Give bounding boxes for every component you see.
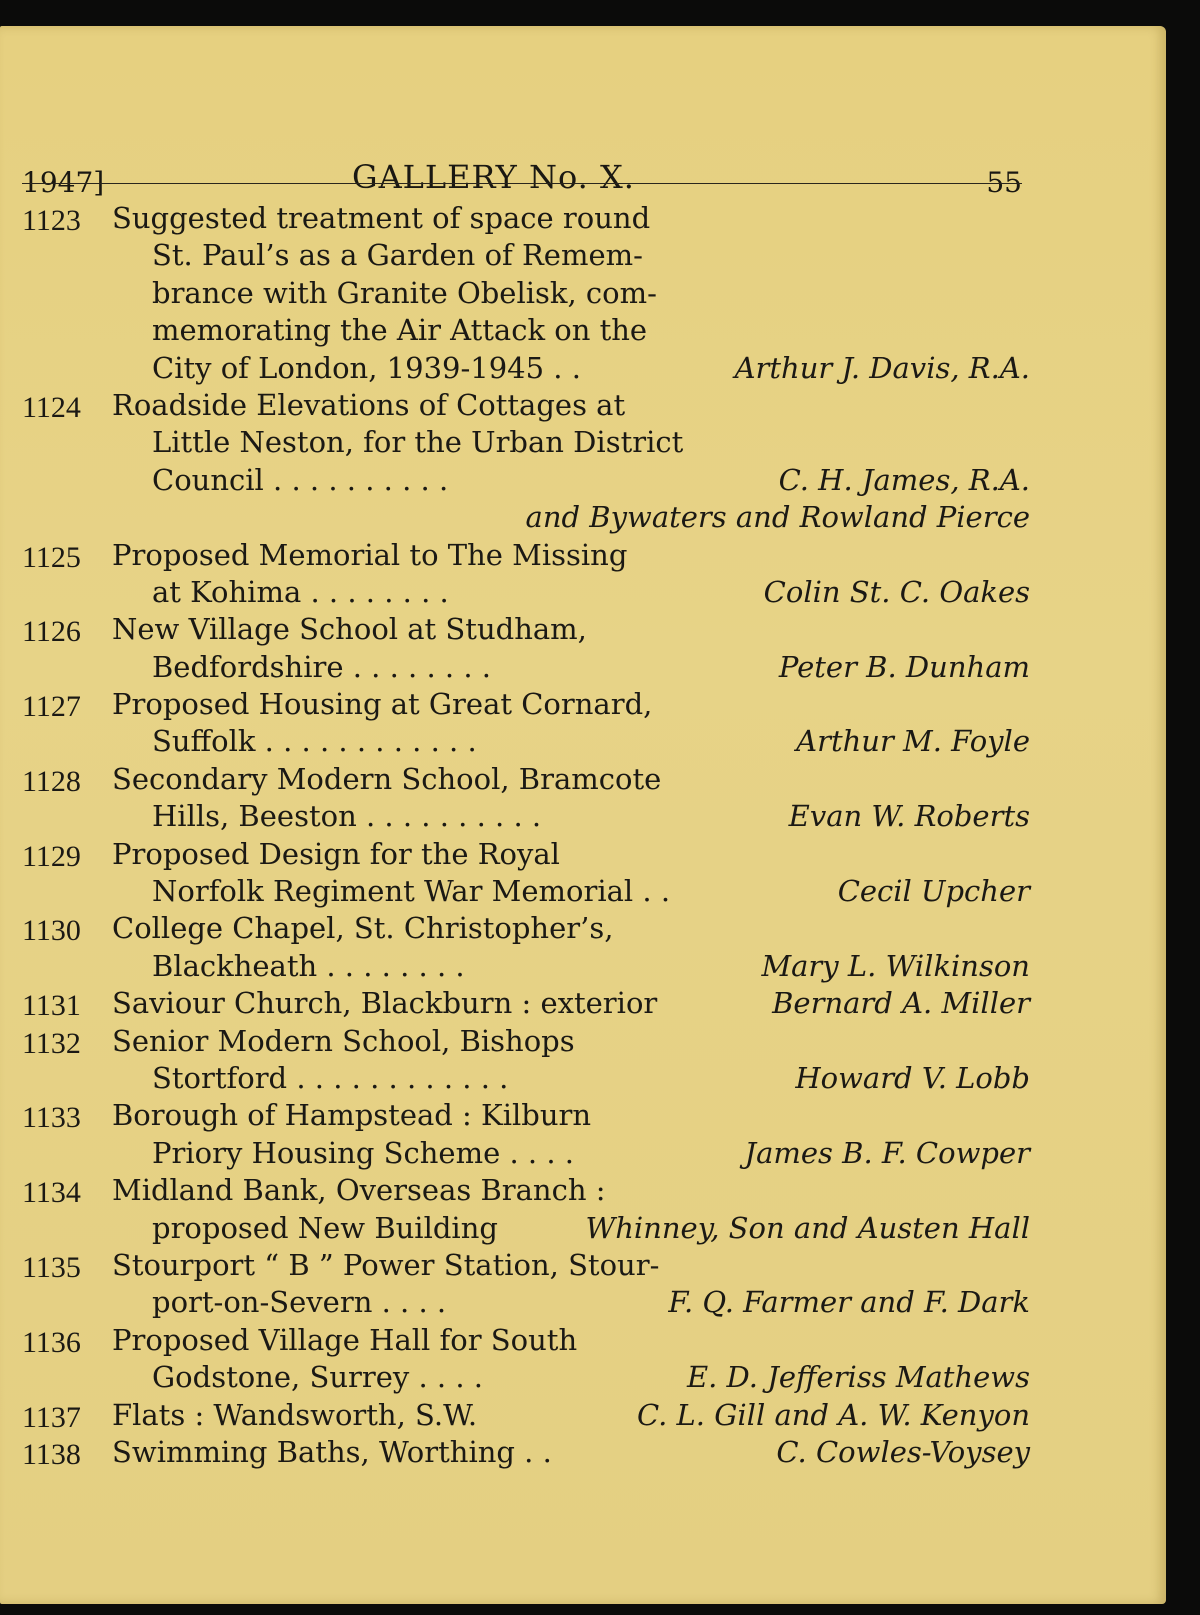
entry-title-line: Saviour Church, Blackburn : exterior (112, 986, 658, 1021)
entry-title-line: Suggested treatment of space round (112, 201, 651, 235)
entry-title-line: Norfolk Regiment War Memorial . . (152, 874, 671, 909)
entry-title-line: Proposed Memorial to The Missing (112, 537, 628, 572)
entry-title-line: Flats : Wandsworth, S.W. (112, 1397, 478, 1432)
catalogue-entry (22, 1434, 1030, 1471)
entry-title-line: Roadside Elevations of Cottages at (112, 387, 626, 422)
entry-number: 1130 (22, 914, 81, 948)
entry-title-line: Borough of Hampstead : Kilburn (112, 1098, 592, 1133)
catalogue-entry (22, 686, 1030, 761)
entry-title-line: Godstone, Surrey . . . . (152, 1360, 484, 1395)
entry-artist: Bernard A. Miller (772, 986, 1030, 1021)
entry-title-line: brance with Granite Obelisk, com- (152, 275, 657, 310)
entry-number: 1136 (22, 1325, 81, 1359)
entry-line (22, 350, 1030, 387)
entry-line (22, 948, 1030, 985)
entry-number: 1129 (22, 839, 81, 873)
entry-title-line: Proposed Housing at Great Cornard, (112, 687, 653, 722)
entry-title-line: City of London, 1939-1945 . . (152, 350, 581, 385)
entry-artist: F. Q. Farmer and F. Dark (668, 1285, 1030, 1320)
entry-artist: Cecil Upcher (837, 874, 1030, 909)
entry-line (22, 275, 1030, 312)
entry-artist-extra: and Bywaters and Rowland Pierce (525, 500, 1030, 535)
header-rule (22, 183, 1022, 184)
entry-line (22, 237, 1030, 274)
entry-line (22, 1284, 1030, 1321)
entry-line (22, 537, 1030, 574)
entry-line (22, 1060, 1030, 1097)
entry-line (22, 312, 1030, 349)
entry-line (22, 1135, 1030, 1172)
entry-line (22, 1023, 1030, 1060)
entry-title-line: Suffolk . . . . . . . . . . . . (152, 724, 477, 759)
entry-line (22, 798, 1030, 835)
catalogue-entry (22, 611, 1030, 686)
entry-line (22, 424, 1030, 461)
entry-line (22, 1434, 1030, 1471)
entry-line (22, 200, 1030, 237)
entry-number: 1135 (22, 1250, 81, 1284)
entry-artist: E. D. Jefferiss Mathews (686, 1360, 1030, 1395)
entry-artist: Colin St. C. Oakes (763, 574, 1030, 609)
entry-line (22, 1097, 1030, 1134)
catalogue-entry (22, 910, 1030, 985)
entry-artist: James B. F. Cowper (744, 1135, 1030, 1170)
page-number: 55 (986, 166, 1022, 199)
entry-title-line: Midland Bank, Overseas Branch : (112, 1173, 606, 1208)
entry-line (22, 761, 1030, 798)
entry-line (22, 1322, 1030, 1359)
entry-title-line: Priory Housing Scheme . . . . (152, 1135, 574, 1170)
entry-title-line: Council . . . . . . . . . . (152, 462, 449, 497)
catalogue-entry (22, 985, 1030, 1022)
catalogue-entry (22, 537, 1030, 612)
entry-title-line: Little Neston, for the Urban District (152, 425, 684, 460)
entry-artist: C. H. James, R.A. (778, 462, 1030, 497)
entry-line (22, 649, 1030, 686)
entry-title-line: Secondary Modern School, Bramcote (112, 761, 662, 796)
entry-title-line: Proposed Design for the Royal (112, 836, 560, 871)
entry-artist: C. L. Gill and A. W. Kenyon (636, 1397, 1030, 1432)
entry-line (22, 686, 1030, 723)
entry-title-line: Stourport “ B ” Power Station, Stour- (112, 1247, 660, 1282)
entry-number: 1138 (22, 1437, 81, 1471)
header-year: 1947] (22, 166, 105, 199)
entry-list (22, 200, 1030, 1471)
entry-line (22, 499, 1030, 536)
entry-line (22, 910, 1030, 947)
entry-number: 1124 (22, 390, 81, 424)
entry-line (22, 836, 1030, 873)
catalogue-entry (22, 387, 1030, 537)
entry-artist: Arthur M. Foyle (796, 724, 1030, 759)
entry-line (22, 611, 1030, 648)
catalogue-entry (22, 1247, 1030, 1322)
entry-number: 1133 (22, 1101, 81, 1135)
entry-title-line: proposed New Building (152, 1210, 498, 1245)
entry-line (22, 574, 1030, 611)
catalogue-entry (22, 1397, 1030, 1434)
entry-title-line: New Village School at Studham, (112, 612, 587, 647)
entry-line (22, 1247, 1030, 1284)
entry-line (22, 1359, 1030, 1396)
catalogue-entry (22, 761, 1030, 836)
catalogue-entry (22, 1097, 1030, 1172)
entry-title-line: Stortford . . . . . . . . . . . . (152, 1060, 509, 1095)
entry-line (22, 1210, 1030, 1247)
entry-title-line: memorating the Air Attack on the (152, 313, 648, 348)
entry-number: 1123 (22, 204, 81, 237)
entry-artist: Evan W. Roberts (788, 799, 1030, 834)
entry-line (22, 723, 1030, 760)
entry-number: 1134 (22, 1176, 81, 1210)
entry-title-line: Hills, Beeston . . . . . . . . . . (152, 799, 542, 834)
entry-artist: Whinney, Son and Austen Hall (585, 1210, 1030, 1245)
entry-artist: C. Cowles-Voysey (776, 1434, 1030, 1469)
entry-number: 1131 (22, 989, 81, 1023)
entry-title-line: Senior Modern School, Bishops (112, 1023, 575, 1058)
entry-line (22, 462, 1030, 499)
entry-line (22, 873, 1030, 910)
catalogue-entry (22, 1172, 1030, 1247)
catalogue-entry (22, 1023, 1030, 1098)
entry-title-line: College Chapel, St. Christopher’s, (112, 911, 614, 946)
entry-title-line: Swimming Baths, Worthing . . (112, 1434, 552, 1469)
entry-line (22, 985, 1030, 1022)
entry-number: 1128 (22, 764, 81, 798)
entry-title-line: port-on-Severn . . . . (152, 1285, 447, 1320)
catalogue-entry (22, 1322, 1030, 1397)
entry-number: 1137 (22, 1400, 81, 1434)
entry-artist: Arthur J. Davis, R.A. (734, 350, 1030, 385)
entry-artist: Mary L. Wilkinson (761, 948, 1030, 983)
entry-artist: Peter B. Dunham (778, 649, 1030, 684)
entry-number: 1125 (22, 540, 81, 574)
entry-line (22, 1397, 1030, 1434)
catalogue-entry (22, 200, 1030, 387)
entry-number: 1127 (22, 690, 81, 724)
entry-line (22, 387, 1030, 424)
page-title: GALLERY No. X. (352, 158, 635, 196)
catalogue-entry (22, 836, 1030, 911)
entry-title-line: Blackheath . . . . . . . . (152, 948, 465, 983)
entry-line (22, 1172, 1030, 1209)
entry-title-line: at Kohima . . . . . . . . (152, 574, 449, 609)
entry-title-line: St. Paul’s as a Garden of Remem- (152, 238, 643, 273)
entry-number: 1132 (22, 1026, 81, 1060)
entry-number: 1126 (22, 615, 81, 649)
entry-title-line: Proposed Village Hall for South (112, 1322, 578, 1357)
entry-artist: Howard V. Lobb (795, 1060, 1030, 1095)
entry-title-line: Bedfordshire . . . . . . . . (152, 649, 492, 684)
